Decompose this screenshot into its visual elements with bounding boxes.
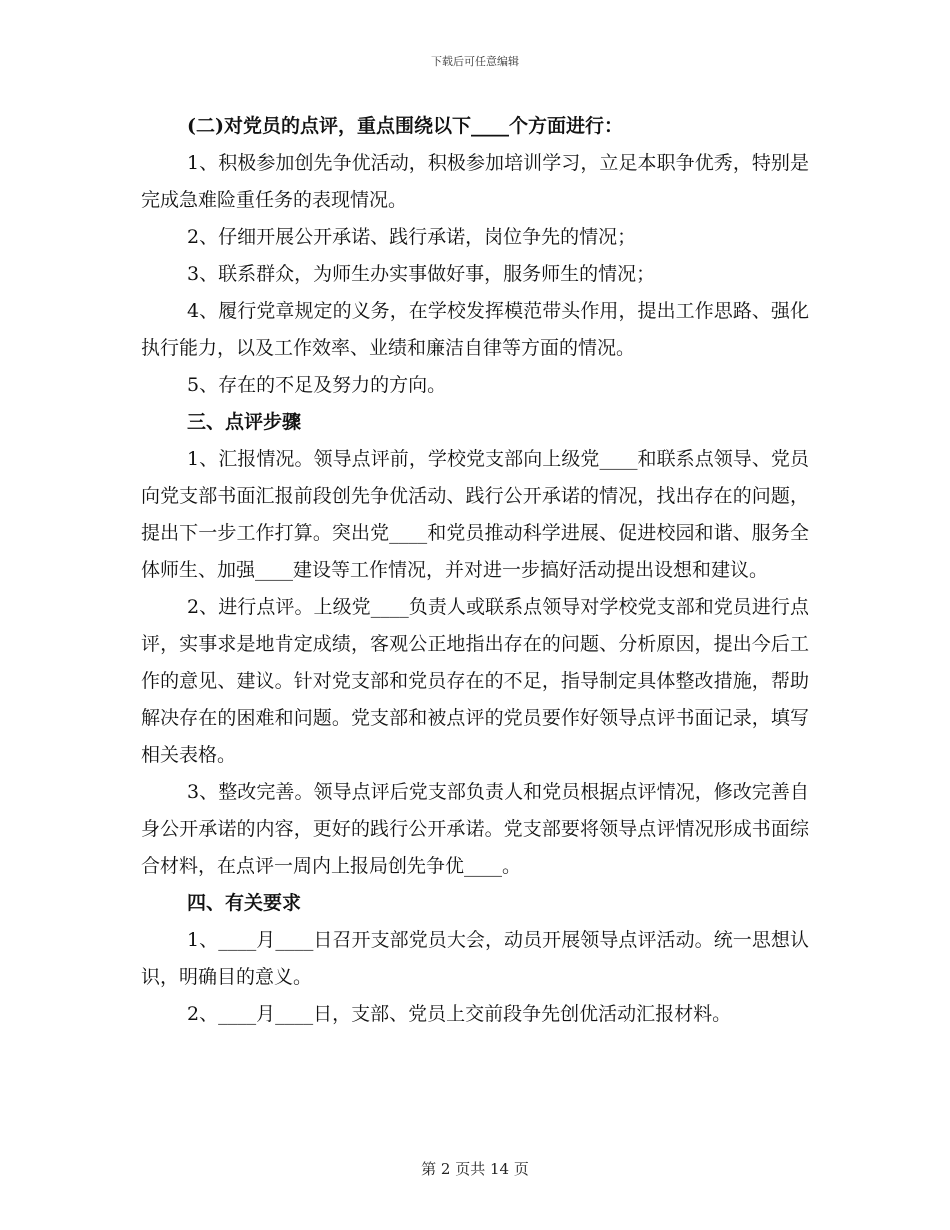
section-subheading-2: (二)对党员的点评，重点围绕以下____个方面进行： [187, 115, 623, 137]
page-header: 下载后可任意编辑 [431, 55, 519, 68]
paragraph-item-2: 2、仔细开展公开承诺、践行承诺，岗位争先的情况； [187, 226, 637, 248]
paragraph-item-1: 1、积极参加创先争优活动，积极参加培训学习，立足本职争优秀，特别是完成急难险重任务的表现情况。 [141, 152, 809, 211]
paragraph-step-3: 3、整改完善。领导点评后党支部负责人和党员根据点评情况，修改完善自身公开承诺的内容，更好的践行公开承诺。党支部要将领导点评情况形成书面综合材料，在点评一周内上报局创先争优____。 [141, 781, 809, 877]
page-footer: 第 2 页共 14 页 [421, 1160, 529, 1178]
paragraph-item-5: 5、存在的不足及努力的方向。 [187, 374, 447, 396]
document-body [141, 108, 809, 1033]
paragraph-step-1: 1、汇报情况。领导点评前，学校党支部向上级党____和联系点领导、党员向党支部书面汇报前段创先争优活动、践行公开承诺的情况，找出存在的问题，提出下一步工作打算。突出党____和党员推动科学进展、促进校园和谐、服务全体师生、加强____建设等工作情况，并对进一步搞好活动提出设想和建议。 [141, 448, 809, 581]
section-heading-3: 三、点评步骤 [187, 411, 302, 433]
paragraph-item-4: 4、履行党章规定的义务，在学校发挥模范带头作用，提出工作思路、强化执行能力，以及工作效率、业绩和廉洁自律等方面的情况。 [141, 300, 809, 359]
section-heading-4: 四、有关要求 [187, 892, 302, 914]
paragraph-requirement-1: 1、____月____日召开支部党员大会，动员开展领导点评活动。统一思想认识，明确目的意义。 [141, 929, 809, 988]
paragraph-requirement-2: 2、____月____日，支部、党员上交前段争先创优活动汇报材料。 [187, 1003, 732, 1025]
paragraph-item-3: 3、联系群众，为师生办实事做好事，服务师生的情况； [187, 263, 656, 285]
paragraph-step-2: 2、进行点评。上级党____负责人或联系点领导对学校党支部和党员进行点评，实事求是地肯定成绩，客观公正地指出存在的问题、分析原因，提出今后工作的意见、建议。针对党支部和党员存在的不足，指导制定具体整改措施，帮助解决存在的困难和问题。党支部和被点评的党员要作好领导点评书面记录，填写相关表格。 [141, 596, 809, 766]
